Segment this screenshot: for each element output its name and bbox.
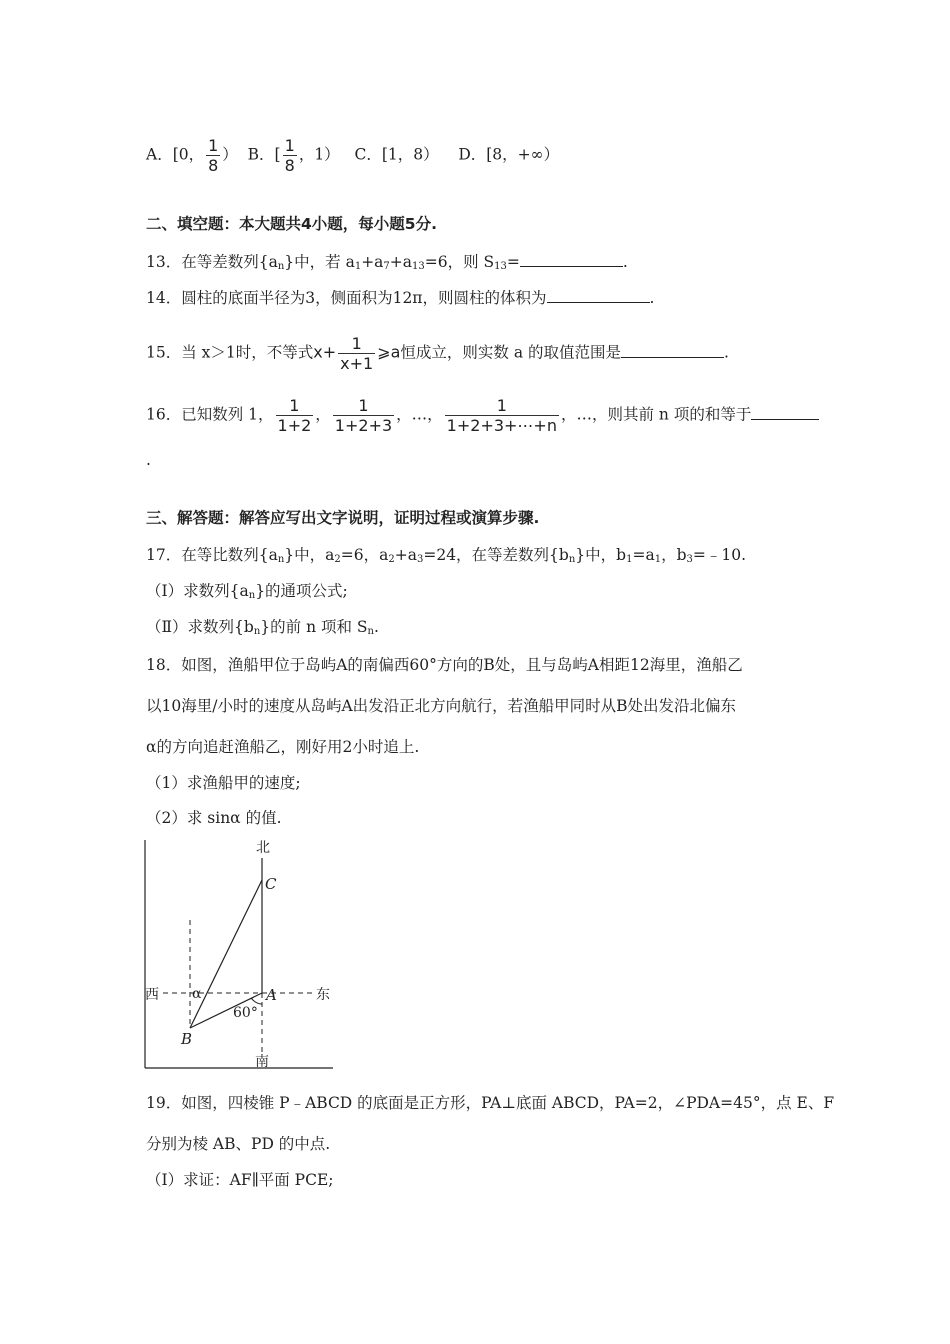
q17-text: =a [632, 546, 655, 564]
q17-part2-text: . [373, 618, 379, 636]
q13-text: = [506, 253, 520, 271]
q17-part-2 [146, 617, 379, 642]
subscript: 1 [354, 261, 362, 272]
subscript: n [248, 590, 256, 601]
answer-blank[interactable] [520, 250, 623, 267]
fraction-denominator: 1+2+3+⋯+n [446, 416, 557, 435]
question-16: 16．已知数列 1， $\frac{1}{1+2}$ ， $\frac{1}{1+2+3}$ ，…， $\frac{1}{1+2+3+\cdots+n}$ ，…，则其前 n 项的和等于 [146, 396, 819, 435]
fraction-denominator: 1+2+3 [334, 416, 393, 435]
section-2-heading: 二、填空题：本大题共4小题，每小题5分. [146, 215, 437, 233]
fraction-numerator: 1 [289, 396, 300, 415]
q16-fraction-2 [333, 396, 394, 435]
q15-fraction [338, 334, 375, 373]
fraction-numerator: 1 [358, 396, 369, 415]
subscript: 3 [416, 554, 424, 565]
subscript: n [253, 626, 261, 637]
q17-text: =24，在等差数列{b [423, 546, 569, 564]
subscript: 3 [686, 554, 693, 565]
answer-blank[interactable] [621, 341, 724, 358]
q14-text: 14．圆柱的底面半径为3，侧面积为12π，则圆柱的体积为 [146, 289, 547, 307]
question-17 [146, 545, 746, 570]
fraction-denominator: 8 [208, 156, 219, 175]
q15-expr: x+ [313, 342, 337, 362]
option-a-fraction [206, 136, 220, 175]
subscript: 2 [388, 554, 395, 565]
q15-text: 恒成立，则实数 a 的取值范围是 [400, 343, 622, 362]
q19-line-1: 19．如图，四棱锥 P﹣ABCD 的底面是正方形，PA⊥底面 ABCD，PA=2，∠PDA=45°，点 E、F [146, 1094, 835, 1112]
label-north: 北 [256, 840, 270, 856]
q18-line-3: α的方向追赶渔船乙，刚好用2小时追上. [146, 738, 420, 756]
q17-text: =6，a [340, 546, 389, 564]
option-c: C．[1，8） [354, 145, 439, 164]
section-3-heading: 三、解答题：解答应写出文字说明，证明过程或演算步骤. [146, 509, 540, 527]
subscript: 13 [494, 261, 507, 272]
q17-part2-text: }的前 n 项和 S [260, 618, 368, 636]
subscript: n [277, 261, 285, 272]
q17-part1-text: }的通项公式; [255, 582, 348, 600]
q13-text: }中，若 a [284, 253, 355, 271]
q18-part-2: （2）求 sinα 的值. [146, 809, 282, 827]
q17-text: }中，a [284, 546, 335, 564]
q12-options [146, 136, 559, 175]
option-a-suffix: ） [222, 145, 238, 164]
q17-part2-text: （Ⅱ）求数列{b [146, 618, 254, 636]
option-d: D．[8，+∞） [458, 145, 560, 164]
fraction-numerator: 1 [208, 136, 219, 155]
q18-part-1: （1）求渔船甲的速度; [146, 774, 301, 792]
label-point-a: A [266, 986, 277, 1004]
q13-text: 13．在等差数列{a [146, 253, 278, 271]
q16-text: ，…，则其前 n 项的和等于 [560, 405, 752, 424]
answer-blank[interactable] [547, 286, 650, 303]
fraction-denominator: 1+2 [277, 416, 312, 435]
subscript: 13 [412, 261, 425, 272]
q17-text: +a [394, 546, 417, 564]
q17-part1-text: （Ⅰ）求数列{a [146, 582, 249, 600]
subscript: 1 [654, 554, 662, 565]
label-east: 东 [316, 987, 330, 1003]
option-a-prefix: A．[0， [146, 145, 205, 164]
subscript: 1 [626, 554, 633, 565]
navigation-diagram [143, 838, 335, 1070]
q16-dots: ，…， [396, 405, 443, 424]
q13-text: +a [389, 253, 413, 271]
label-point-c: C [265, 875, 277, 893]
answer-blank[interactable] [751, 403, 819, 420]
label-alpha: α [192, 986, 202, 1002]
q18-line-2: 以10海里/小时的速度从岛屿A出发沿正北方向航行，若渔船甲同时从B处出发沿北偏东 [146, 697, 737, 715]
fraction-numerator: 1 [351, 334, 362, 353]
subscript: 2 [334, 554, 341, 565]
question-13 [146, 250, 628, 277]
label-angle-60: 60° [233, 1005, 258, 1021]
fraction-denominator: 8 [284, 156, 295, 175]
q16-end: . [146, 451, 151, 469]
subscript: n [277, 554, 285, 565]
q17-text: ，b [661, 546, 687, 564]
option-b-suffix: ，1） [298, 145, 340, 164]
q17-text: }中，b [575, 546, 627, 564]
q16-fraction-1 [276, 396, 314, 435]
q13-text: =6，则 S [424, 253, 495, 271]
fraction-numerator: 1 [284, 136, 295, 155]
fraction-denominator: x+1 [340, 354, 374, 373]
q14-end: . [649, 289, 655, 307]
q17-part-1 [146, 581, 348, 606]
option-b-fraction [283, 136, 297, 175]
label-point-b: B [181, 1030, 193, 1048]
angle-60-arc [251, 998, 262, 1004]
subscript: 7 [383, 261, 390, 272]
subscript: n [367, 626, 374, 637]
q17-text: =﹣10. [692, 546, 747, 564]
fraction-numerator: 1 [496, 396, 507, 415]
q19-line-2: 分别为棱 AB、PD 的中点. [146, 1135, 331, 1153]
q15-end: . [724, 343, 729, 362]
q19-part-1: （Ⅰ）求证：AF∥平面 PCE; [146, 1171, 334, 1189]
q15-text: 15．当 x＞1时，不等式 [146, 343, 314, 362]
label-south: 南 [255, 1054, 269, 1070]
label-west: 西 [145, 987, 159, 1003]
q16-text: 16．已知数列 1， [146, 405, 274, 424]
subscript: n [568, 554, 576, 565]
q15-ge: ⩾a [377, 342, 401, 362]
q13-text: +a [361, 253, 384, 271]
q17-text: 17．在等比数列{a [146, 546, 278, 564]
option-b-prefix: B．[ [247, 145, 281, 164]
q18-line-1: 18．如图，渔船甲位于岛屿A的南偏西60°方向的B处，且与岛屿A相距12海里，渔船乙 [146, 656, 743, 674]
question-15 [146, 334, 729, 373]
q13-end: . [622, 253, 628, 271]
q16-fraction-3 [445, 396, 559, 435]
question-14 [146, 286, 654, 308]
